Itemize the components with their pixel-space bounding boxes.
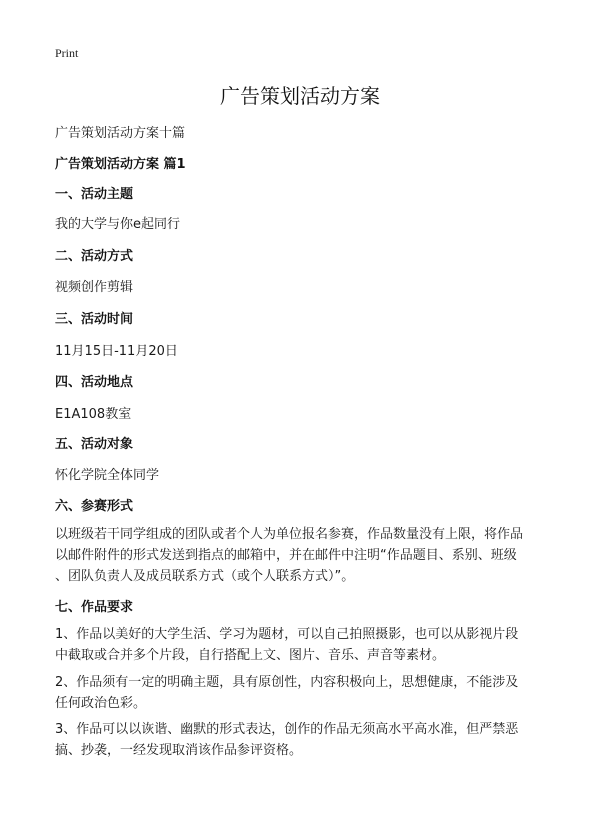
paragraph-line: 任何政治色彩。: [55, 696, 147, 711]
heading-entry-format: 六、参赛形式: [55, 499, 134, 514]
paragraph-line: 3、作品可以以诙谐、幽默的形式表达，创作的作品无须高水平高水准，但严禁恶: [55, 722, 519, 737]
paragraph-requirement-1: [55, 624, 555, 666]
heading-activity-location: 四、活动地点: [55, 375, 134, 390]
paragraph-line: 、团队负责人及成员联系方式（或个人联系方式）”。: [55, 569, 355, 584]
content-activity-theme: 我的大学与你e起同行: [55, 217, 180, 232]
paragraph-line: 2、作品须有一定的明确主题，具有原创性，内容积极向上，思想健康，不能涉及: [55, 675, 519, 690]
heading-activity-method: 二、活动方式: [55, 249, 134, 264]
document-subtitle: 广告策划活动方案十篇: [55, 126, 186, 141]
document-title: 广告策划活动方案: [220, 84, 380, 108]
paragraph-requirement-3: [55, 719, 555, 761]
content-activity-location: E1A108教室: [55, 407, 132, 422]
print-label: Print: [55, 46, 79, 60]
heading-work-requirements: 七、作品要求: [55, 600, 134, 615]
paragraph-line: 搞、抄袭，一经发现取消该作品参评资格。: [55, 743, 303, 758]
paragraph-line: 以邮件附件的形式发送到指点的邮箱中，并在邮件中注明“作品题目、系别、班级: [55, 548, 517, 563]
heading-activity-theme: 一、活动主题: [55, 187, 134, 202]
paragraph-line: 1、作品以美好的大学生活、学习为题材，可以自己拍照摄影，也可以从影视片段: [55, 627, 519, 642]
heading-activity-audience: 五、活动对象: [55, 437, 134, 452]
paragraph-requirement-2: [55, 672, 555, 714]
section-heading: 广告策划活动方案 篇1: [55, 157, 186, 172]
heading-activity-time: 三、活动时间: [55, 312, 134, 327]
content-activity-time: 11月15日-11月20日: [55, 344, 178, 359]
paragraph-entry-format: [55, 524, 555, 587]
paragraph-line: 以班级若干同学组成的团队或者个人为单位报名参赛，作品数量没有上限，将作品: [55, 527, 524, 542]
content-activity-method: 视频创作剪辑: [55, 280, 134, 295]
paragraph-line: 中截取或合并多个片段，自行搭配上文、图片、音乐、声音等素材。: [55, 648, 446, 663]
content-activity-audience: 怀化学院全体同学: [55, 468, 160, 483]
